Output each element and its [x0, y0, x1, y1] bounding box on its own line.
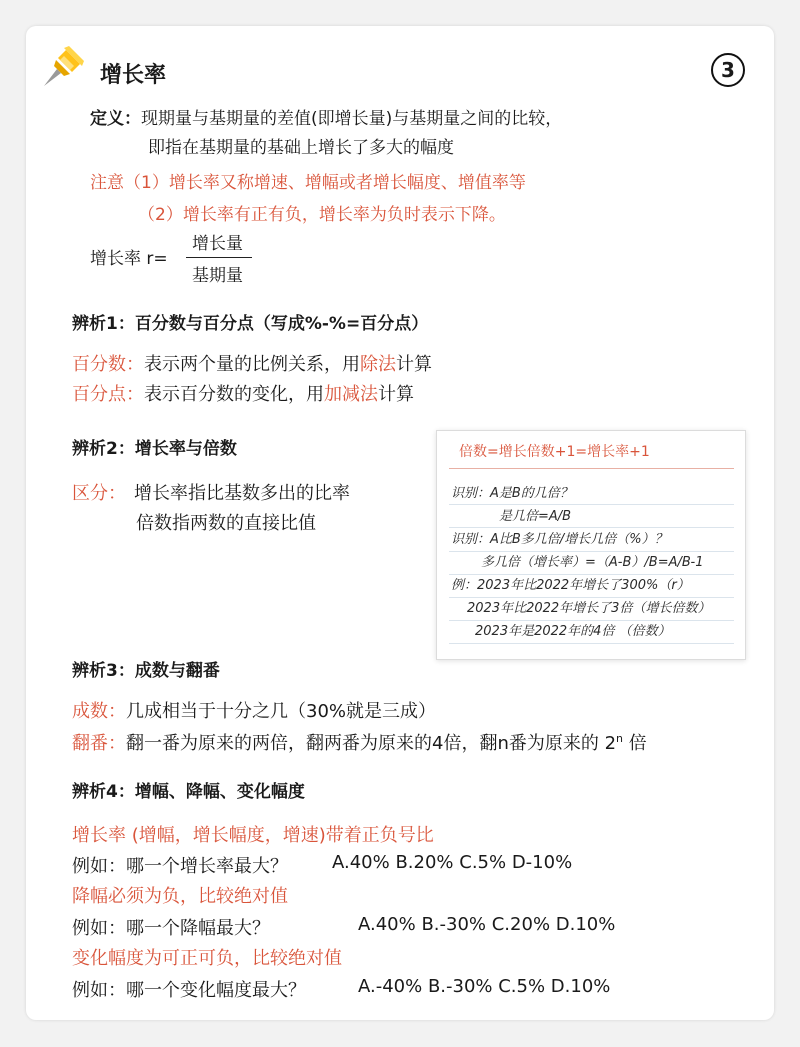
multiple-note-box [436, 430, 746, 660]
note-box-rule [449, 643, 734, 644]
distinguish-text-2: 倍数指两数的直接比值 [136, 513, 316, 534]
percent-text: 表示两个量的比例关系，用 [144, 354, 360, 375]
percentage-point-label: 百分点： [72, 384, 144, 405]
analysis-1-heading: 辨析1：百分数与百分点（写成%-%=百分点） [72, 314, 429, 334]
doubling-text: 翻一番为原来的两倍，翻两番为原来的4倍，翻n番为原来的 2 [126, 733, 617, 754]
change-example-options: A.-40% B.-30% C.5% D.10% [358, 976, 611, 997]
analysis-4-heading: 辨析4：增幅、降幅、变化幅度 [72, 782, 305, 802]
analysis-3-row-2 [72, 729, 647, 755]
decline-example-question: 例如：哪一个降幅最大？ [72, 918, 270, 939]
note-box-line: 2023年比2022年增长了3倍（增长倍数） [467, 601, 711, 616]
analysis-2-row-1 [72, 479, 350, 505]
definition-text-1: 现期量与基期量的差值(即增长量)与基期量之间的比较， [141, 109, 563, 129]
growth-rate-rule: 增长率 (增幅，增长幅度，增速)带着正负号比 [72, 825, 434, 846]
analysis-1-row-1 [72, 350, 432, 376]
formula-denominator: 基期量 [192, 266, 243, 286]
note-box-header: 倍数=增长倍数+1=增长率+1 [459, 444, 650, 460]
note-box-line: 例：2023年比2022年增长了300%（r） [451, 578, 690, 593]
change-example-question: 例如：哪一个变化幅度最大？ [72, 980, 306, 1001]
change-rule: 变化幅度为可正可负，比较绝对值 [72, 948, 342, 969]
formula-numerator: 增长量 [192, 234, 243, 254]
percent-keyword: 除法 [360, 354, 396, 375]
analysis-2-heading: 辨析2：增长率与倍数 [72, 439, 237, 459]
note-box-header-rule [449, 468, 734, 469]
note-box-line: 识别：A比B多几倍/增长几倍（%）？ [451, 532, 668, 547]
definition-line-2: 即指在基期量的基础上增长了多大的幅度 [148, 138, 454, 158]
percent-label: 百分数： [72, 354, 144, 375]
distinguish-label: 区分： [72, 483, 126, 504]
analysis-3-heading: 辨析3：成数与翻番 [72, 661, 220, 681]
percentage-point-suffix: 计算 [378, 384, 414, 405]
formula-label: 增长率 r= [90, 249, 168, 269]
growth-rate-example-question: 例如：哪一个增长率最大？ [72, 856, 288, 877]
decline-example-options: A.40% B.-30% C.20% D.10% [358, 914, 616, 935]
page-number-badge: 3 [711, 53, 745, 87]
note-box-line: 识别：A是B的几倍？ [451, 486, 573, 501]
note-box-line: 是几倍=A/B [499, 509, 572, 524]
fraction-bar [186, 257, 252, 258]
percent-suffix: 计算 [396, 354, 432, 375]
distinguish-text-1: 增长率指比基数多出的比率 [134, 483, 350, 504]
note-box-line: 2023年是2022年的4倍 （倍数） [475, 624, 671, 639]
note-box-rule [449, 504, 734, 505]
note-line-1: 注意（1）增长率又称增速、增幅或者增长幅度、增值率等 [90, 173, 526, 193]
tenths-text: 几成相当于十分之几（30%就是三成） [126, 701, 437, 722]
decline-rule: 降幅必须为负，比较绝对值 [72, 886, 288, 907]
tenths-label: 成数： [72, 701, 126, 722]
doubling-exponent: n [616, 732, 624, 745]
pushpin-icon [40, 44, 86, 90]
doubling-tail: 倍 [623, 733, 647, 754]
analysis-3-row-1 [72, 697, 436, 723]
definition-line-1 [90, 104, 562, 129]
doubling-label: 翻番： [72, 733, 126, 754]
percentage-point-keyword: 加减法 [324, 384, 378, 405]
growth-rate-example-options: A.40% B.20% C.5% D-10% [332, 852, 573, 873]
percentage-point-text: 表示百分数的变化，用 [144, 384, 324, 405]
note-box-line: 多几倍（增长率）=（A-B）/B=A/B-1 [481, 555, 704, 570]
note-line-2: （2）增长率有正有负，增长率为负时表示下降。 [138, 205, 506, 225]
analysis-1-row-2 [72, 380, 414, 406]
definition-label: 定义： [90, 109, 141, 129]
page-title: 增长率 [100, 63, 167, 88]
